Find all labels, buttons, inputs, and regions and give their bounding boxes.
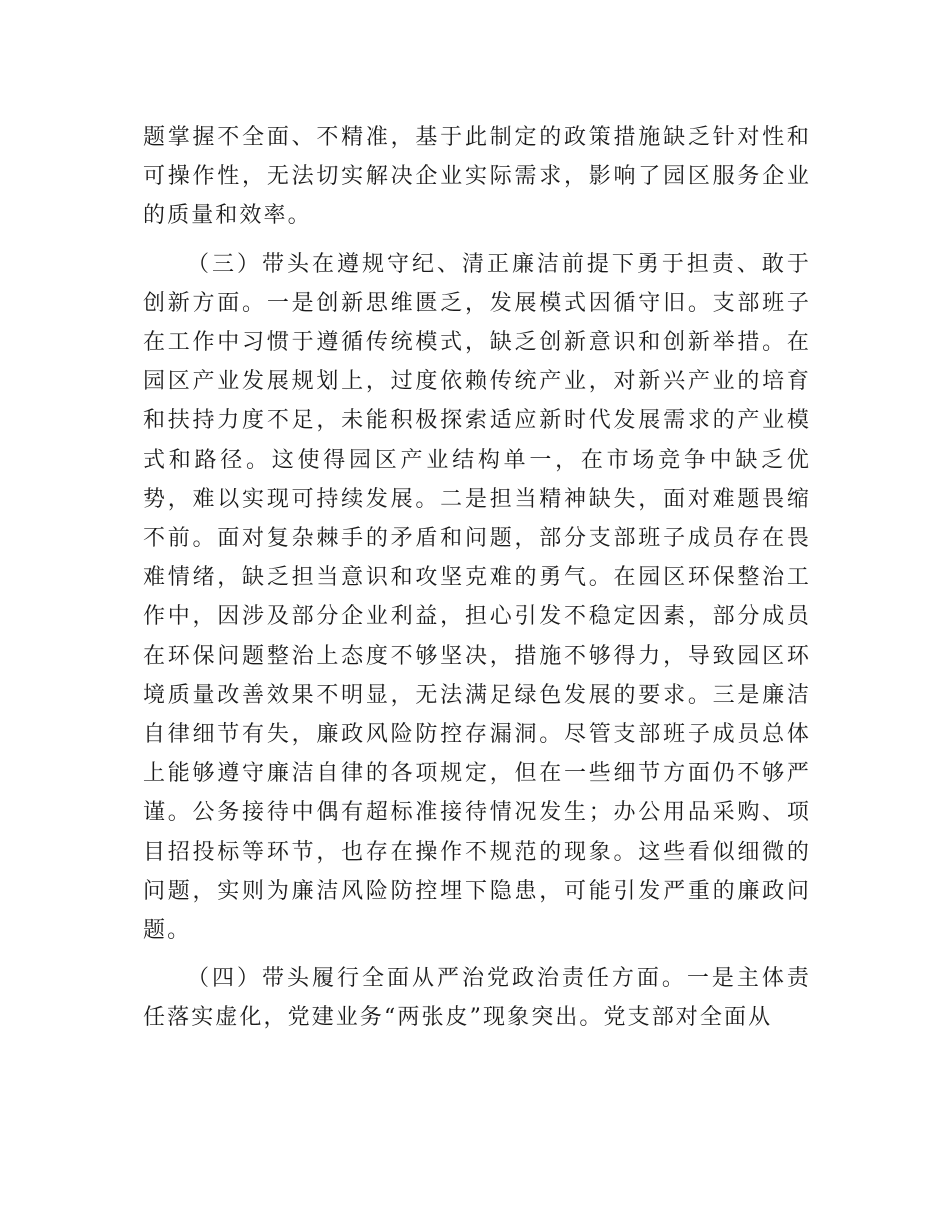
paragraph-section-three: （三）带头在遵规守纪、清正廉洁前提下勇于担责、敢于创新方面。一是创新思维匮乏，发展模式因循守旧。支部班子在工作中习惯于遵循传统模式，缺乏创新意识和创新举措。在园区产业发展规划上，过度依赖传统产业，对新兴产业的培育和扶持力度不足，未能积极探索适应新时代发展需求的产业模式和路径。这使得园区产业结构单一，在市场竞争中缺乏优势，难以实现可持续发展。二是担当精神缺失，面对难题畏缩不前。面对复杂棘手的矛盾和问题，部分支部班子成员存在畏难情绪，缺乏担当意识和攻坚克难的勇气。在园区环保整治工作中，因涉及部分企业利益，担心引发不稳定因素，部分成员在环保问题整治上态度不够坚决，措施不够得力，导致园区环境质量改善效果不明显，无法满足绿色发展的要求。三是廉洁自律细节有失，廉政风险防控存漏洞。尽管支部班子成员总体上能够遵守廉洁自律的各项规定，但在一些细节方面仍不够严谨。公务接待中偶有超标准接待情况发生；办公用品采购、项目招投标等环节，也存在操作不规范的现象。这些看似细微的问题，实则为廉洁风险防控埋下隐患，可能引发严重的廉政问题。	[143, 251, 811, 944]
paragraph-continuation: 题掌握不全面、不精准，基于此制定的政策措施缺乏针对性和可操作性，无法切实解决企业实际需求，影响了园区服务企业的质量和效率。	[143, 125, 811, 229]
paragraph-section-four: （四）带头履行全面从严治党政治责任方面。一是主体责任落实虚化，党建业务“两张皮”现象突出。党支部对全面从	[143, 966, 811, 1031]
document-body	[143, 118, 811, 1038]
